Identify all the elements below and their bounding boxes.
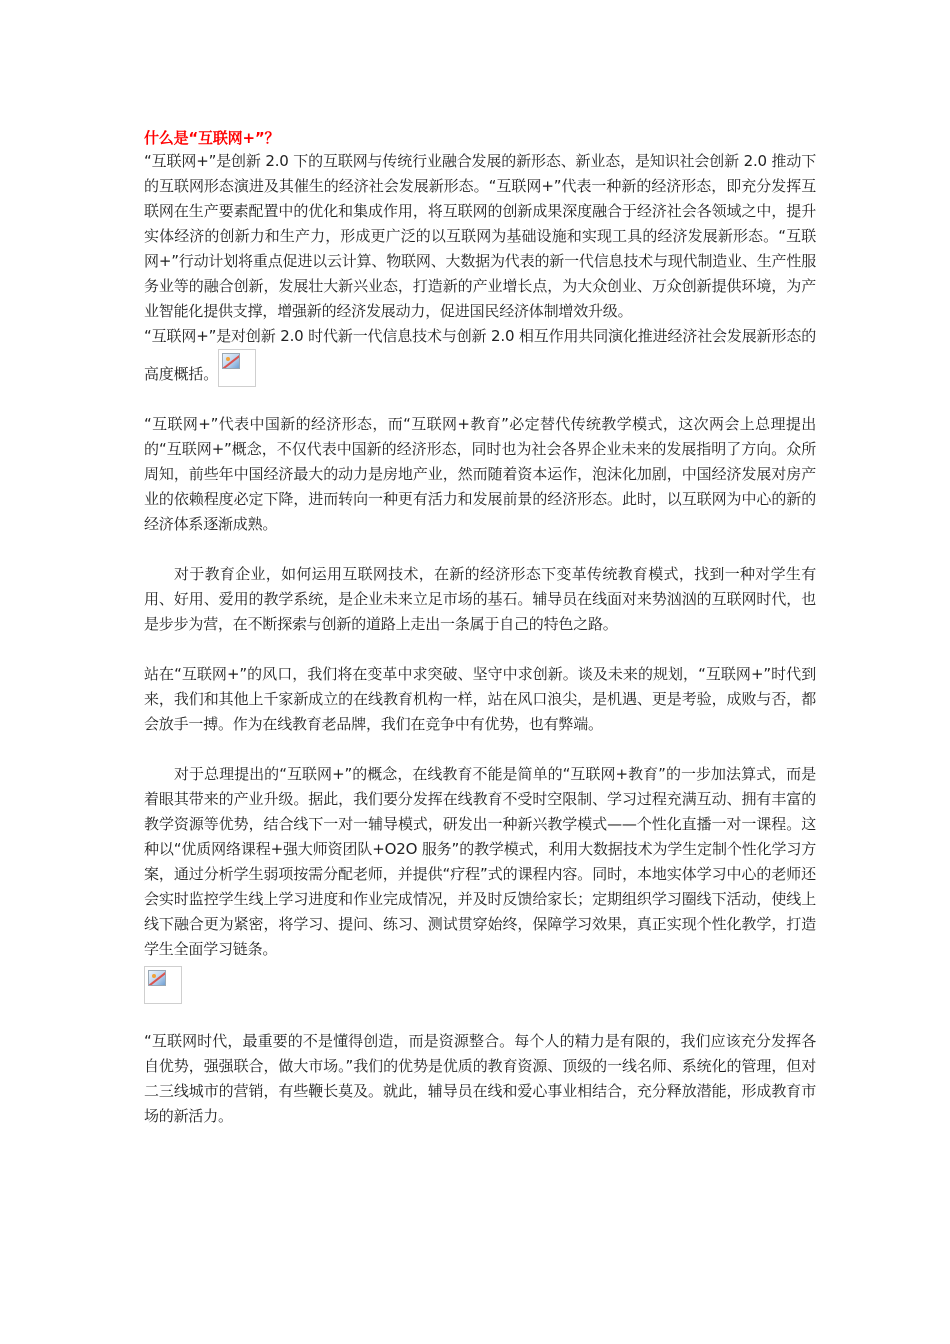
spacer: [144, 387, 816, 412]
paragraph-3: “互联网+”代表中国新的经济形态，而“互联网+教育”必定替代传统教学模式，这次两会上总理提出的“互联网+”概念，不仅代表中国新的经济形态，同时也为社会各界企业未来的发展指明了方向。众所周知，前些年中国经济最大的动力是房地产业，然而随着资本运作，泡沫化加剧，中国经济发展对房产业的依赖程度必定下降，进而转向一种更有活力和发展前景的经济形态。此时，以互联网为中心的新的经济体系逐渐成熟。: [144, 415, 816, 533]
paragraph-6: 对于总理提出的“互联网+”的概念，在线教育不能是简单的“互联网+教育”的一步加法算式，而是着眼其带来的产业升级。据此，我们要分发挥在线教育不受时空限制、学习过程充满互动、拥有丰富的教学资源等优势，结合线下一对一辅导模式，研发出一种新兴教学模式——个性化直播一对一课程。这种以“优质网络课程+强大师资团队+O2O 服务”的教学模式，利用大数据技术为学生定制个性化学习方案，通过分析学生弱项按需分配老师，并提供“疗程”式的课程内容。同时，本地实体学习中心的老师还会实时监控学生线上学习进度和作业完成情况，并及时反馈给家长；定期组织学习圈线下活动，使线上线下融合更为紧密，将学习、提问、练习、测试贯穿始终，保障学习效果，真正实现个性化教学，打造学生全面学习链条。: [144, 765, 816, 958]
paragraph-5: 站在“互联网+”的风口，我们将在变革中求突破、坚守中求创新。谈及未来的规划，“互联网+”时代到来，我们和其他上千家新成立的在线教育机构一样，站在风口浪尖，是机遇、更是考验，成败与否，都会放手一搏。作为在线教育老品牌，我们在竞争中有优势，也有弊端。: [144, 665, 816, 733]
paragraph-1: “互联网+”是创新 2.0 下的互联网与传统行业融合发展的新形态、新业态，是知识社会创新 2.0 推动下的互联网形态演进及其催生的经济社会发展新形态。“互联网+”代表一种新的经济形态，即充分发挥互联网在生产要素配置中的优化和集成作用，将互联网的创新成果深度融合于经济社会各领域之中，提升实体经济的创新力和生产力，形成更广泛的以互联网为基础设施和实现工具的经济发展新形态。“互联网+”行动计划将重点促进以云计算、物联网、大数据为代表的新一代信息技术与现代制造业、生产性服务业等的融合创新，发展壮大新兴业态，打造新的产业增长点，为大众创业、万众创新提供环境，为产业智能化提供支撑，增强新的经济发展动力，促进国民经济体制增效升级。: [144, 152, 816, 320]
spacer: [144, 537, 816, 562]
paragraph-7: “互联网时代，最重要的不是懂得创造，而是资源整合。每个人的精力是有限的，我们应该充分发挥各自优势，强强联合，做大市场。”我们的优势是优质的教育资源、顶级的一线名师、系统化的管理，但对二三线城市的营销，有些鞭长莫及。就此，辅导员在线和爱心事业相结合，充分释放潜能，形成教育市场的新活力。: [144, 1032, 816, 1125]
spacer: [144, 737, 816, 762]
broken-image-icon: [218, 349, 256, 387]
paragraph-2-text: “互联网+”是对创新 2.0 时代新一代信息技术与创新 2.0 相互作用共同演化推进经济社会发展新形态的高度概括。: [144, 327, 816, 383]
document-page: [144, 127, 816, 1129]
spacer: [144, 637, 816, 662]
paragraph-4: 对于教育企业，如何运用互联网技术，在新的经济形态下变革传统教育模式，找到一种对学生有用、好用、爱用的教学系统，是企业未来立足市场的基石。辅导员在线面对来势汹汹的互联网时代，也是步步为营，在不断探索与创新的道路上走出一条属于自己的特色之路。: [144, 565, 816, 633]
section-heading: 什么是“互联网+”？: [144, 129, 280, 147]
paragraph-2: [144, 324, 816, 387]
spacer: [144, 1004, 816, 1029]
broken-image-icon: [144, 966, 182, 1004]
